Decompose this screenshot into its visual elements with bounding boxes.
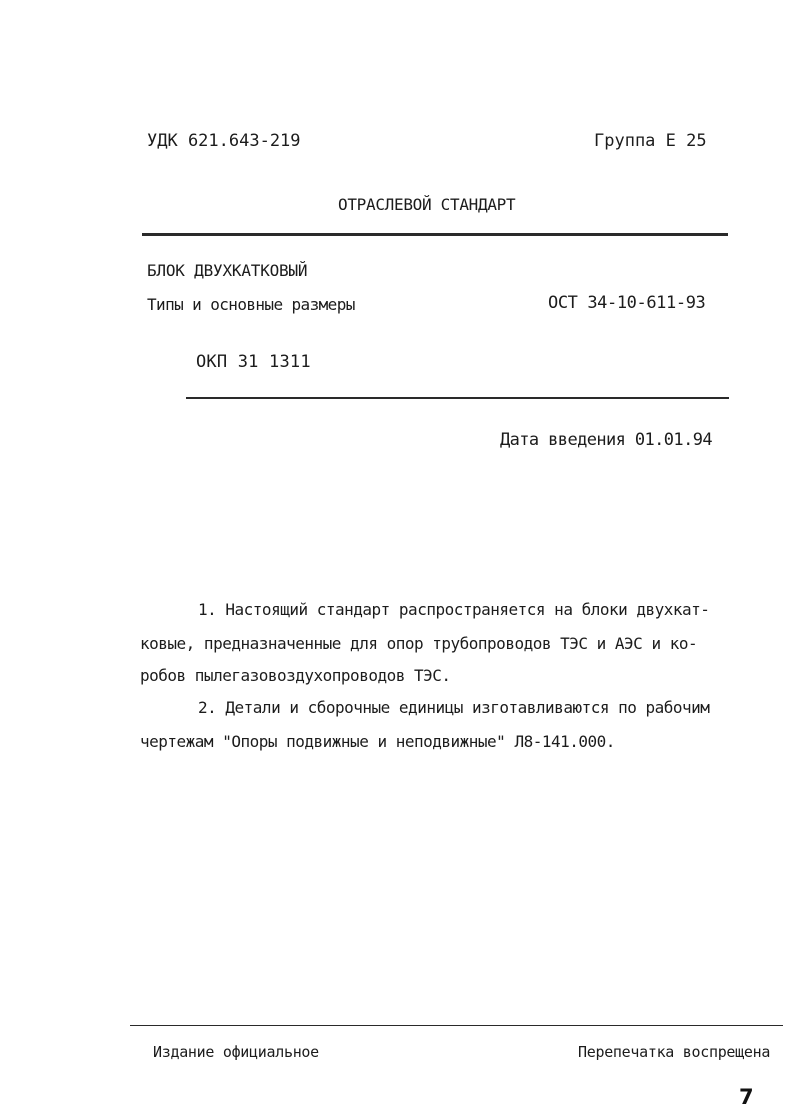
- group-code: Группа Е 25: [594, 131, 707, 151]
- reprint-notice: Перепечатка воспрещена: [578, 1043, 771, 1061]
- standard-title: ОТРАСЛЕВОЙ СТАНДАРТ: [338, 195, 516, 214]
- paragraph-line: 2. Детали и сборочные единицы изготавливаются по рабочим: [198, 698, 710, 717]
- footer-divider: [130, 1025, 783, 1026]
- introduction-date: Дата введения 01.01.94: [500, 430, 712, 450]
- okp-code: ОКП 31 1311: [196, 352, 311, 372]
- paragraph-line: 1. Настоящий стандарт распространяется на блоки двухкат-: [198, 600, 710, 619]
- paragraph-line: ковые, предназначенные для опор трубопроводов ТЭС и АЭС и ко-: [140, 634, 698, 653]
- top-divider: [142, 233, 728, 236]
- product-subtitle: Типы и основные размеры: [147, 295, 355, 314]
- paragraph-line: чертежам "Опоры подвижные и неподвижные" Л8-141.000.: [140, 732, 615, 751]
- page-number: 7: [739, 1085, 754, 1109]
- ost-code: ОСТ 34-10-611-93: [548, 293, 706, 313]
- middle-divider: [186, 397, 729, 399]
- edition-note: Издание официальное: [153, 1043, 319, 1061]
- udk-code: УДК 621.643-219: [147, 131, 301, 151]
- product-name: БЛОК ДВУХКАТКОВЫЙ: [147, 261, 308, 280]
- paragraph-line: робов пылегазовоздухопроводов ТЭС.: [140, 666, 451, 685]
